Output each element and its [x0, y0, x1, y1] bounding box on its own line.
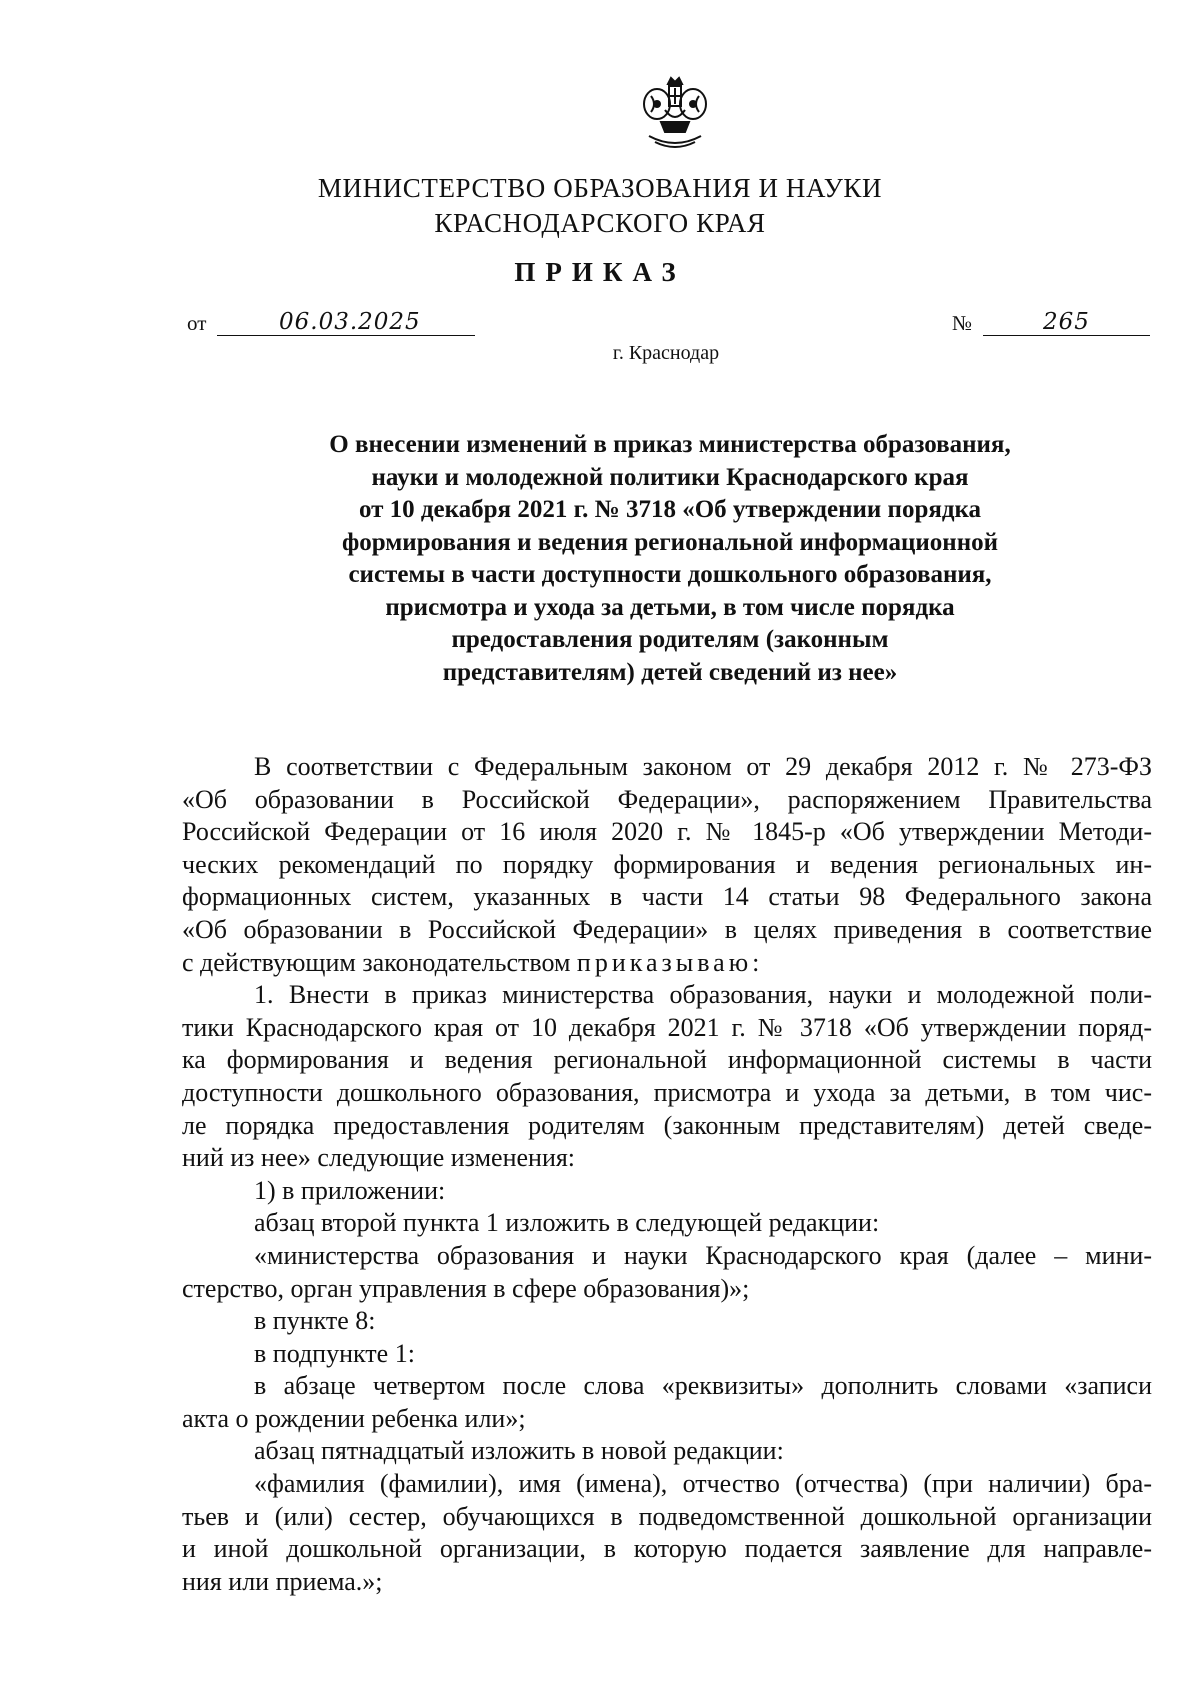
number-underline	[983, 335, 1150, 336]
ministry-name-line2: КРАСНОДАРСКОГО КРАЯ	[434, 208, 766, 238]
body-line: «фамилия (фамилии), имя (имена), отчество (отчества) (при наличии) бра-	[254, 1469, 1152, 1499]
body-line: в пункте 8:	[254, 1306, 376, 1336]
title-line: системы в части доступности дошкольного образования,	[348, 561, 992, 588]
order-date: 06.03.2025	[279, 309, 421, 335]
body-line: стерство, орган управления в сфере образования)»;	[182, 1273, 750, 1303]
body-line: в подпункте 1:	[254, 1338, 415, 1368]
body-line: абзац второй пункта 1 изложить в следующей редакции:	[254, 1208, 880, 1238]
body-line: и иной дошкольной организации, в которую подается заявление для направле-	[182, 1534, 1152, 1564]
body-line: формационных систем, указанных в части 14 статьи 98 Федерального закона	[182, 882, 1152, 912]
number-prefix: №	[952, 311, 973, 335]
body-line: ка формирования и ведения региональной информационной системы в части	[182, 1045, 1152, 1075]
body-line-start: с действующим законодательством	[182, 947, 571, 977]
body-line: ния или приема.»;	[182, 1566, 383, 1596]
body-line: тьев и (или) сестер, обучающихся в подведомственной дошкольной организации	[182, 1501, 1152, 1531]
order-title: ПРИКАЗ	[514, 257, 686, 287]
title-line: О внесении изменений в приказ министерства образования,	[329, 431, 1011, 458]
body-line: ний из нее» следующие изменения:	[182, 1143, 576, 1173]
body-line: Российской Федерации от 16 июля 2020 г. № 1845-р «Об утверждении Методи-	[182, 817, 1152, 847]
body-line: ческих рекомендаций по порядку формирования и ведения региональных ин-	[182, 849, 1152, 879]
date-prefix: от	[187, 311, 207, 335]
body-line: «Об образовании в Российской Федерации» в целях приведения в соответствие	[182, 914, 1152, 944]
title-line: от 10 декабря 2021 г. № 3718 «Об утверждении порядка	[358, 496, 982, 523]
body-line: тики Краснодарского края от 10 декабря 2021 г. № 3718 «Об утверждении поряд-	[182, 1012, 1152, 1042]
body-line: в абзаце четвертом после слова «реквизиты» дополнить словами «записи	[254, 1371, 1152, 1401]
date-underline	[217, 335, 475, 336]
body-line: ле порядка предоставления родителям (законным представителям) детей сведе-	[182, 1110, 1152, 1140]
body-line	[182, 947, 1152, 980]
body-line: «министерства образования и науки Краснодарского края (далее – мини-	[254, 1240, 1152, 1270]
body-line: «Об образовании в Российской Федерации», распоряжением Правительства	[182, 784, 1152, 814]
body-line: В соответствии с Федеральным законом от 29 декабря 2012 г. № 273-ФЗ	[254, 752, 1152, 781]
ministry-name-line1: МИНИСТЕРСТВО ОБРАЗОВАНИЯ И НАУКИ	[317, 173, 883, 203]
body-line: акта о рождении ребенка или»;	[182, 1403, 526, 1433]
title-line: формирования и ведения региональной информационной	[341, 528, 999, 556]
body-line: абзац пятнадцатый изложить в новой редакции:	[254, 1436, 784, 1466]
title-line: присмотра и ухода за детьми, в том числе порядка	[385, 593, 955, 621]
body-line: 1) в приложении:	[254, 1175, 446, 1205]
date-number-row	[187, 302, 1151, 342]
title-line: представителям) детей сведений из нее»	[442, 658, 898, 686]
document-body	[182, 751, 1152, 1598]
title-line: предоставления родителям (законным	[451, 626, 889, 653]
city: г. Краснодар	[612, 342, 720, 364]
order-word: приказываю:	[576, 947, 764, 977]
document-title	[230, 429, 1110, 689]
coat-of-arms-icon	[637, 74, 713, 154]
title-line: науки и молодежной политики Краснодарского края	[371, 463, 969, 491]
order-number: 265	[1043, 309, 1090, 335]
body-line: доступности дошкольного образования, присмотра и ухода за детьми, в том чис-	[182, 1077, 1152, 1107]
body-line: 1. Внести в приказ министерства образования, науки и молодежной поли-	[254, 980, 1152, 1010]
